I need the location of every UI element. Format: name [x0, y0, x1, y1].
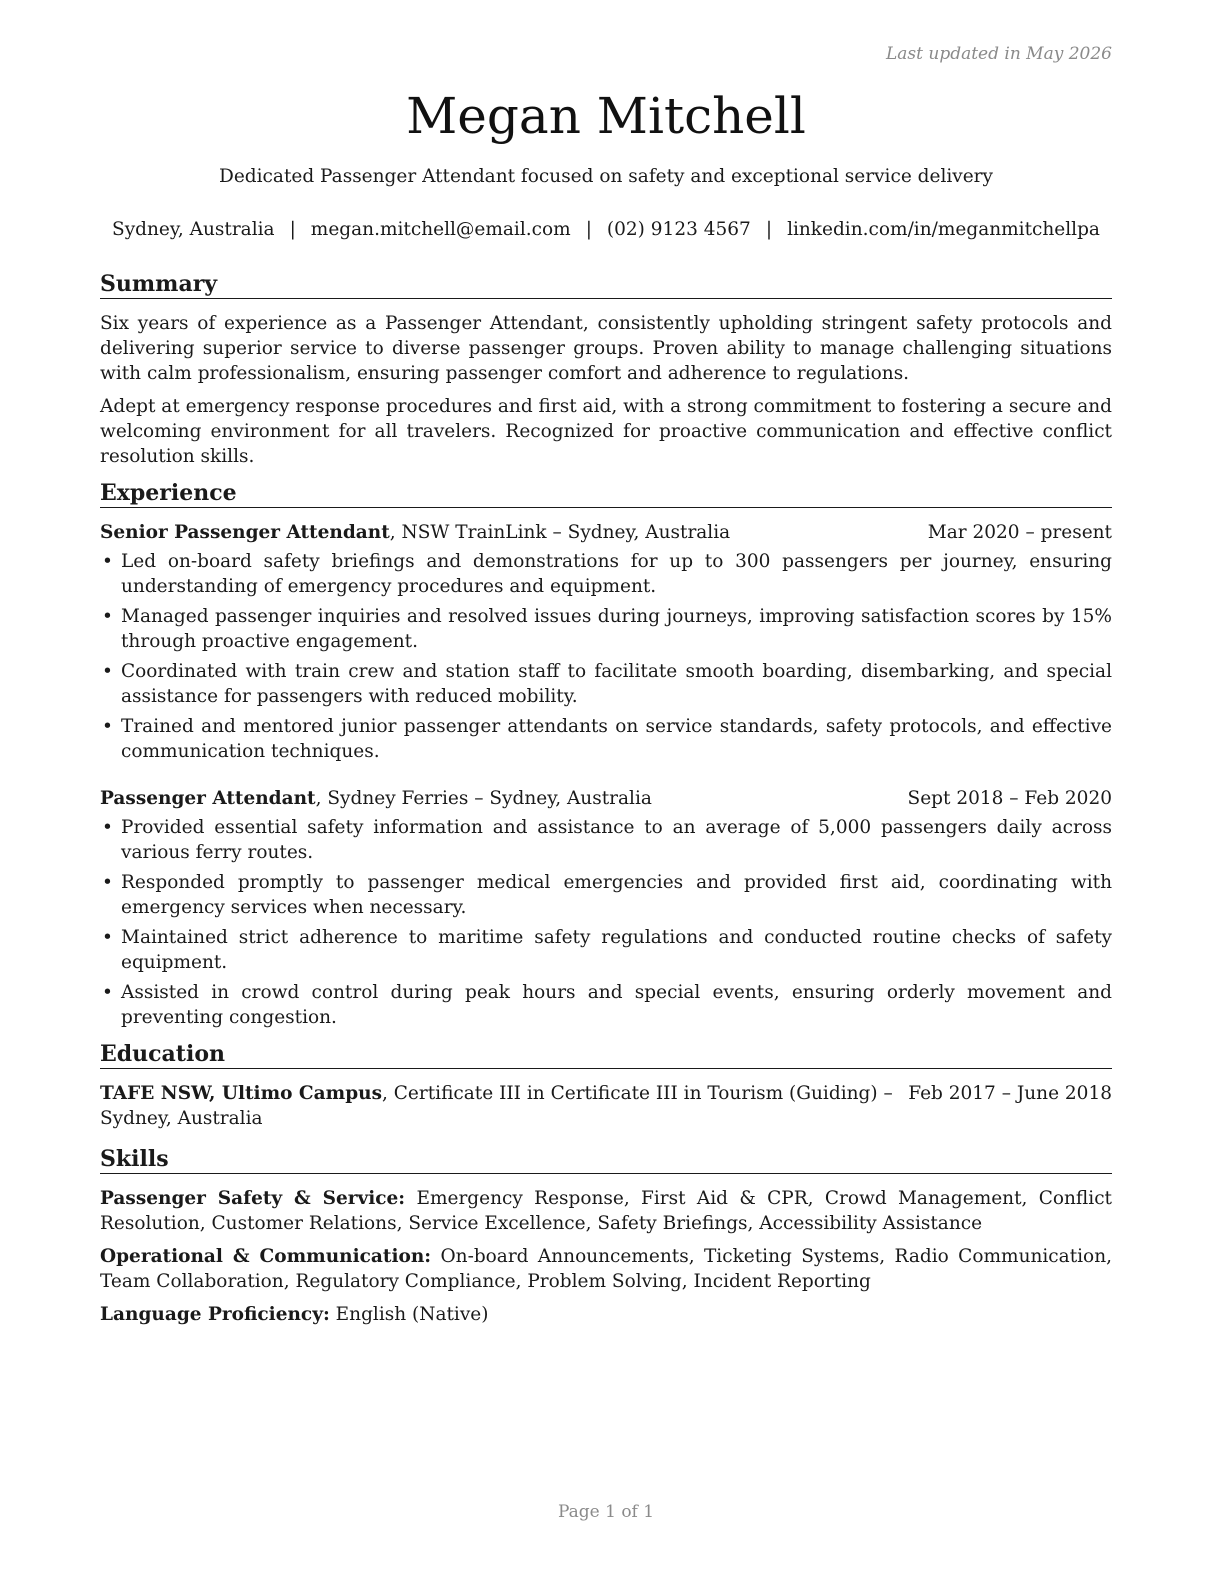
job-role: Senior Passenger Attendant [100, 522, 390, 543]
last-updated: Last updated in May 2026 [885, 44, 1112, 64]
job-bullet: • Trained and mentored junior passenger attendants on service standards, safety protocols, and effective communication techniques. [100, 714, 1112, 764]
summary-section [100, 270, 1112, 469]
candidate-name: Megan Mitchell [406, 87, 806, 145]
job-entry [100, 786, 1112, 1030]
education-detail-line [100, 1081, 900, 1131]
section-title-summary: Summary [100, 270, 1112, 299]
resume-page [100, 0, 1112, 1584]
skill-group-label: Passenger Safety & Service: [100, 1188, 406, 1209]
contact-email[interactable]: megan.mitchell@email.com [310, 219, 571, 240]
education-section [100, 1040, 1112, 1131]
job-header [100, 786, 1112, 811]
section-title-experience: Experience [100, 479, 1112, 508]
job-title-line [100, 520, 730, 545]
contact-line [100, 219, 1112, 240]
job-bullet: • Responded promptly to passenger medical emergencies and provided first aid, coordinating with emergency services when necessary. [100, 870, 1112, 920]
summary-paragraph: Adept at emergency response procedures and first aid, with a strong commitment to fostering a secure and welcoming environment for all travelers. Recognized for proactive communication and effective conflict resolution skills. [100, 396, 1112, 467]
education-dates: Feb 2017 – June 2018 [908, 1083, 1112, 1104]
headline: Dedicated Passenger Attendant focused on safety and exceptional service delivery [219, 166, 993, 187]
job-bullet: • Maintained strict adherence to maritime safety regulations and conducted routine checks of safety equipment. [100, 925, 1112, 975]
contact-phone: (02) 9123 4567 [606, 219, 751, 240]
job-org: , Sydney Ferries – Sydney, Australia [315, 788, 652, 809]
skill-group [100, 1186, 1112, 1236]
job-bullets [100, 815, 1112, 1030]
skill-group [100, 1302, 1112, 1327]
job-entry [100, 520, 1112, 764]
page-number: Page 1 of 1 [557, 1502, 655, 1522]
experience-section [100, 479, 1112, 1030]
contact-linkedin[interactable]: linkedin.com/in/meganmitchellpa [787, 219, 1100, 240]
contact-separator: | [289, 219, 296, 240]
job-org: , NSW TrainLink – Sydney, Australia [389, 522, 731, 543]
job-title-line [100, 786, 652, 811]
job-role: Passenger Attendant [100, 788, 316, 809]
job-bullet: • Assisted in crowd control during peak hours and special events, ensuring orderly movement and preventing congestion. [100, 980, 1112, 1030]
job-bullet: • Managed passenger inquiries and resolved issues during journeys, improving satisfaction scores by 15% through proactive engagement. [100, 604, 1112, 654]
job-bullet: • Led on-board safety briefings and demonstrations for up to 300 passengers per journey, ensuring understanding of emergency procedures and equipment. [100, 549, 1112, 599]
job-dates: Sept 2018 – Feb 2020 [907, 788, 1112, 809]
job-bullets [100, 549, 1112, 764]
skill-group-items: On-board Announcements, Ticketing Systems, Radio Communication, Team Collaboration, Regulatory Compliance, Problem Solving, Incident Reporting [100, 1246, 1112, 1292]
job-dates: Mar 2020 – present [927, 522, 1112, 543]
skill-group-items: English (Native) [329, 1304, 489, 1325]
education-detail: , Certificate III in Certificate III in Tourism (Guiding) – Sydney, Australia [100, 1083, 893, 1129]
skill-group-label: Operational & Communication: [100, 1246, 432, 1267]
skill-group [100, 1244, 1112, 1294]
contact-separator: | [765, 219, 773, 240]
resume-content [100, 270, 1112, 1337]
job-bullet: • Provided essential safety information and assistance to an average of 5,000 passengers daily across various ferry routes. [100, 815, 1112, 865]
job-header [100, 520, 1112, 545]
summary-paragraph: Six years of experience as a Passenger Attendant, consistently upholding stringent safety protocols and delivering superior service to diverse passenger groups. Proven ability to manage challenging situations with calm professionalism, ensuring passenger comfort and adherence to regulations. [100, 313, 1112, 384]
section-title-education: Education [100, 1040, 1112, 1069]
contact-location: Sydney, Australia [112, 219, 275, 240]
job-bullet: • Coordinated with train crew and station staff to facilitate smooth boarding, disembarking, and special assistance for passengers with reduced mobility. [100, 659, 1112, 709]
section-title-skills: Skills [100, 1145, 1112, 1174]
skills-section [100, 1145, 1112, 1327]
skill-group-items: Emergency Response, First Aid & CPR, Crowd Management, Conflict Resolution, Customer Relations, Service Excellence, Safety Briefings, Accessibility Assistance [100, 1188, 1112, 1234]
education-school: TAFE NSW, Ultimo Campus [100, 1083, 383, 1104]
skill-group-label: Language Proficiency: [100, 1304, 330, 1325]
education-entry [100, 1081, 1112, 1131]
contact-separator: | [585, 219, 592, 240]
